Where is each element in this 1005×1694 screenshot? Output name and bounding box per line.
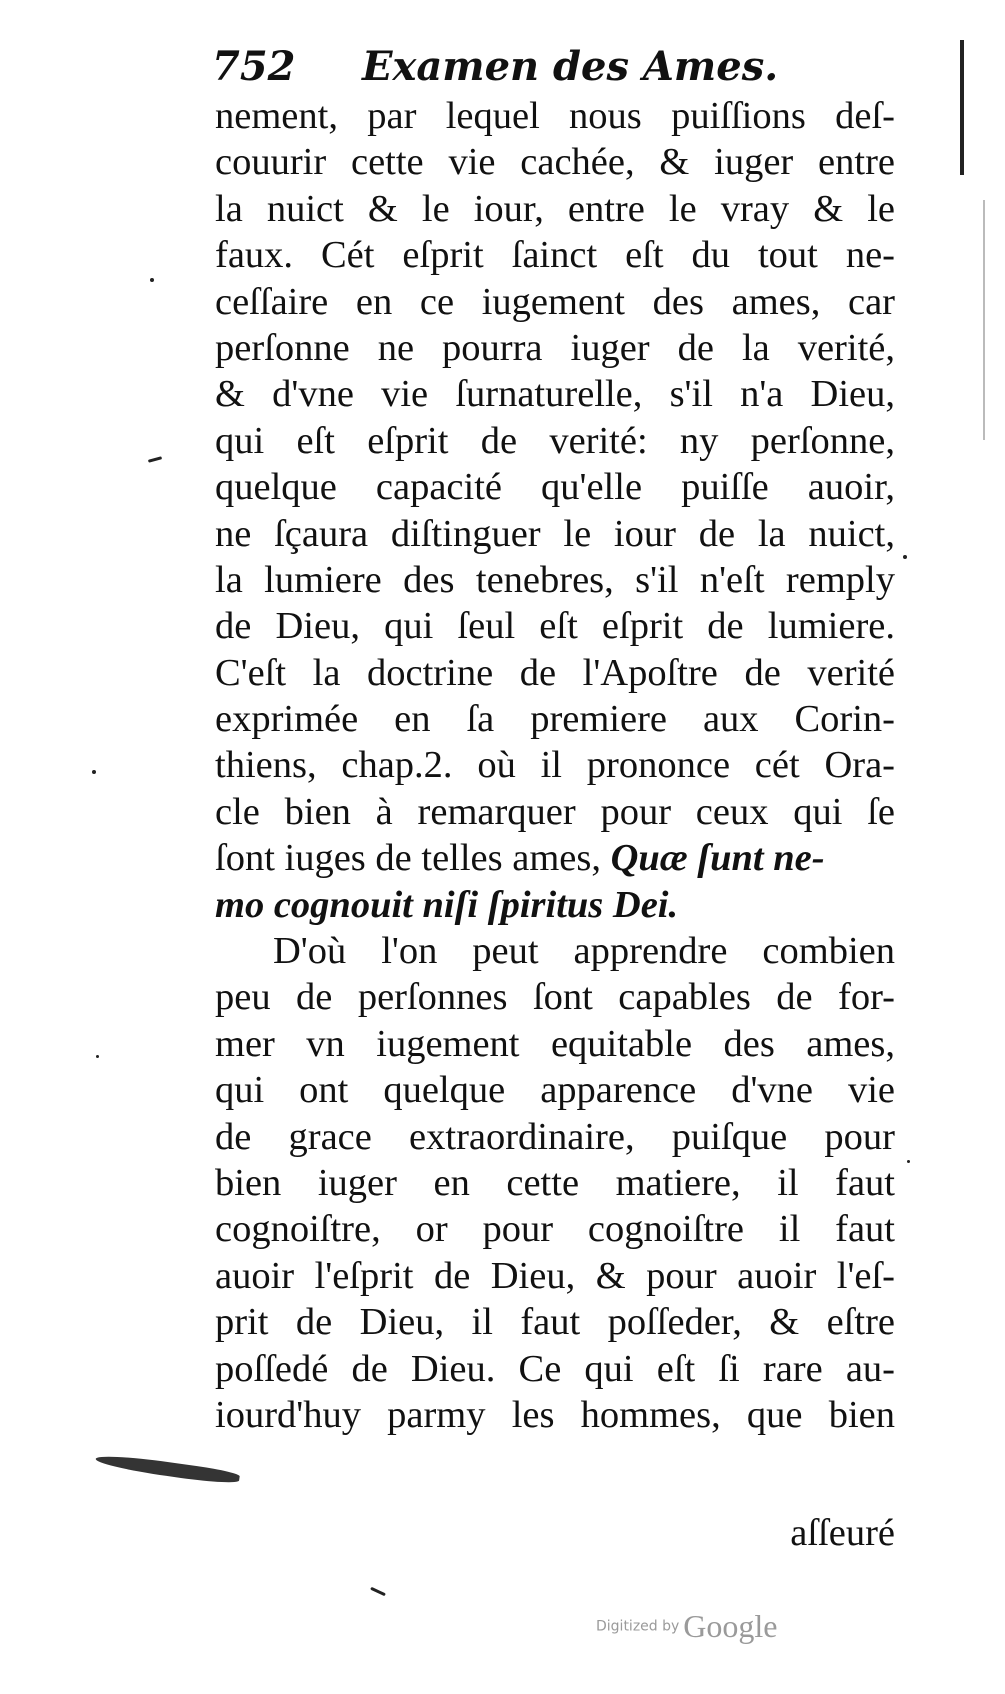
ink-speck [92,770,96,774]
text-line: de Dieu, qui ſeul eſt eſprit de lumiere. [215,605,895,648]
text-line: perſonne ne pourra iuger de la verité, [215,326,895,369]
text-line: prit de Dieu, il faut poſſeder, & eſtre [215,1301,895,1344]
ink-speck [96,1055,99,1058]
text-line: peu de perſonnes ſont capables de for- [215,976,895,1019]
text-line: exprimée en ſa premiere aux Corin- [215,698,895,741]
text-line: poſſedé de Dieu. Ce qui eſt ſi rare au- [215,1347,895,1390]
catchword: aſſeuré [790,1512,895,1554]
ink-speck [903,555,907,559]
margin-scan-mark [960,40,964,175]
text-line: de grace extraordinaire, puiſque pour [215,1115,895,1158]
watermark-prefix: Digitized by [596,1618,680,1635]
paragraph-1 [215,93,895,928]
text-line: D'où l'on peut apprendre combien [273,930,895,973]
text-line: cle bien à remarquer pour ceux qui ſe [215,790,895,833]
text-line: quelque capacité qu'elle puiſſe auoir, [215,466,895,509]
text-line: nement, par lequel nous puiſſions deſ- [215,95,895,137]
text-line: mer vn iugement equitable des ames, [215,1022,895,1065]
latin-quote: Quæ ſunt ne- [610,837,825,880]
digitization-watermark [596,1608,778,1648]
text-line: qui eſt eſprit de verité: ny perſonne, [215,419,895,462]
text-line: C'eſt la doctrine de l'Apoſtre de verité [215,651,895,694]
text-line: cognoiſtre, or pour cognoiſtre il faut [215,1208,895,1251]
text-line: faux. Cét eſprit ſainct eſt du tout ne- [215,234,895,277]
text-line: qui ont quelque apparence d'vne vie [215,1069,895,1112]
ink-speck [907,1160,910,1163]
margin-scan-mark-faint [983,200,985,440]
running-head: Examen des Ames. [362,43,779,90]
text-line-with-latin [215,835,895,881]
text-line: la nuict & le iour, entre le vray & le [215,187,895,230]
body-text [215,93,895,1438]
text-line: thiens, chap.2. où il prononce cét Ora- [215,744,895,787]
text-line: & d'vne vie ſurnaturelle, s'il n'a Dieu, [215,373,895,416]
page-number: 752 [212,43,296,90]
google-logo: Google [683,1608,778,1644]
ink-speck [148,456,162,463]
text-line: bien iuger en cette matiere, il faut [215,1161,895,1204]
text-line: ne ſçaura diſtinguer le iour de la nuict, [215,512,895,555]
ink-speck [150,278,154,282]
ink-smudge [95,1452,241,1486]
latin-quote-line [215,882,895,928]
text-segment: ſont iuges de telles ames, [215,837,601,880]
ink-speck [370,1587,386,1596]
text-line: couurir cette vie cachée, & iuger entre [215,141,895,184]
text-line: iourd'huy parmy les hommes, que bien [215,1393,895,1436]
latin-quote: mo cognouit niſi ſpiritus Dei. [215,883,679,926]
text-line: ceſſaire en ce iugement des ames, car [215,280,895,323]
paragraph-2 [215,928,895,1438]
text-line: auoir l'eſprit de Dieu, & pour auoir l'eſ- [215,1254,895,1297]
page-header [212,40,892,94]
text-line: la lumiere des tenebres, s'il n'eſt remply [215,558,895,601]
